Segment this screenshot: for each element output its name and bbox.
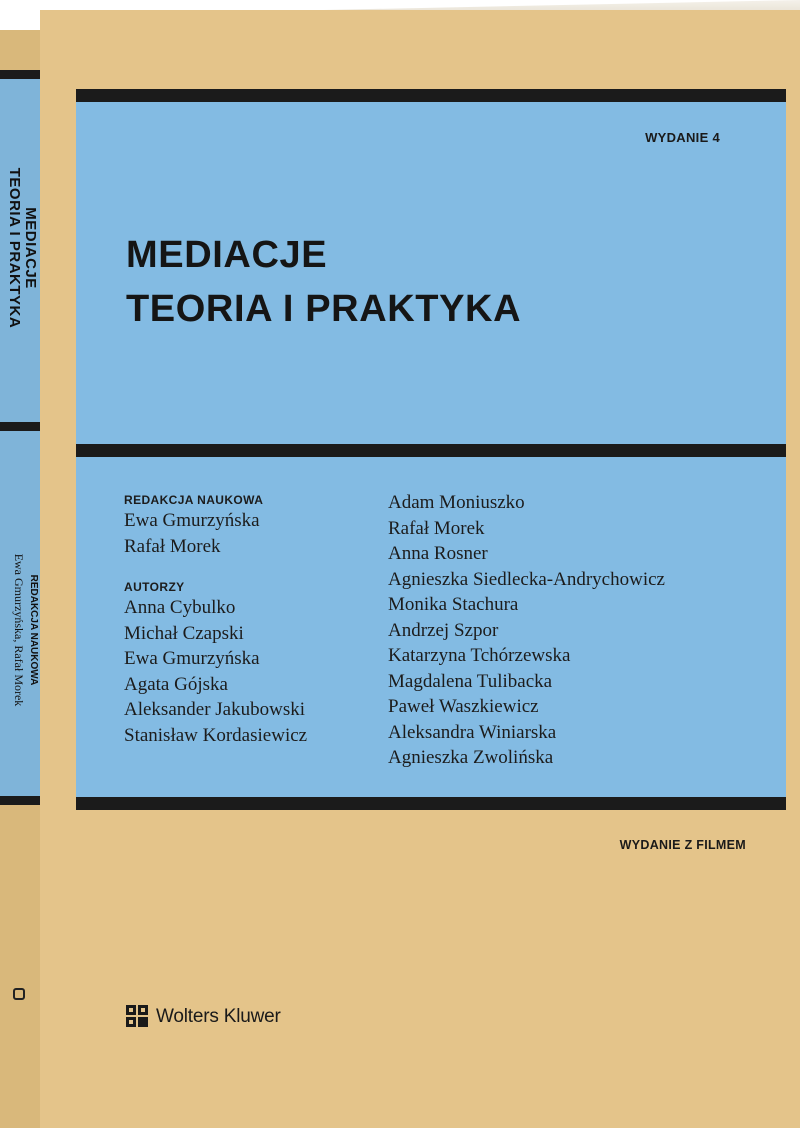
book-title-line2: TEORIA I PRAKTYKA xyxy=(126,288,522,330)
publisher xyxy=(126,1005,281,1029)
author-name: Monika Stachura xyxy=(388,594,519,615)
editor-name: Ewa Gmurzyńska xyxy=(124,510,260,531)
author-name: Anna Rosner xyxy=(388,543,488,564)
author-name: Paweł Waszkiewicz xyxy=(388,696,539,717)
spine-editors xyxy=(0,440,40,820)
author-name: Aleksander Jakubowski xyxy=(124,699,305,720)
author-name: Michał Czapski xyxy=(124,622,244,644)
film-edition-label: WYDANIE Z FILMEM xyxy=(619,838,746,852)
spine-publisher-logo-icon xyxy=(13,988,25,1000)
spine-title xyxy=(0,58,38,438)
author-name: Aleksandra Winiarska xyxy=(388,721,557,743)
spine-editors-label: REDAKCJA NAUKOWA xyxy=(28,574,39,686)
author-name: Rafał Morek xyxy=(388,517,485,539)
front-cover xyxy=(40,10,800,1128)
author-name: Stanisław Kordasiewicz xyxy=(124,724,308,746)
author-name: Agata Gójska xyxy=(124,673,228,695)
authors-label: AUTORZY xyxy=(124,580,185,594)
editors-label: REDAKCJA NAUKOWA xyxy=(124,493,264,507)
spine-title-line2: TEORIA I PRAKTYKA xyxy=(6,167,23,329)
author-name: Anna Cybulko xyxy=(124,597,236,618)
author-name: Magdalena Tulibacka xyxy=(388,670,553,692)
authors-right-column xyxy=(388,490,665,771)
author-name: Katarzyna Tchórzewska xyxy=(388,645,571,666)
editor-name: Rafał Morek xyxy=(124,535,221,557)
author-name: Adam Moniuszko xyxy=(388,492,525,513)
cover-rule-bottom xyxy=(76,797,786,810)
author-name: Agnieszka Zwolińska xyxy=(388,747,554,768)
cover-rule-middle xyxy=(76,444,786,457)
spine-title-line1: MEDIACJE xyxy=(22,207,39,289)
author-name: Andrzej Szpor xyxy=(388,619,499,641)
cover-rule-top xyxy=(76,89,786,102)
book-title-line1: MEDIACJE xyxy=(126,234,328,276)
authors-left-column xyxy=(124,492,307,748)
book-title xyxy=(126,228,521,336)
publisher-name: Wolters Kluwer xyxy=(156,1006,281,1027)
edition-label: WYDANIE 4 xyxy=(645,130,720,145)
author-name: Ewa Gmurzyńska xyxy=(124,648,260,669)
wolters-kluwer-logo-icon xyxy=(126,1005,150,1029)
author-name: Agnieszka Siedlecka-Andrychowicz xyxy=(388,568,665,590)
spine-editors-names: Ewa Gmurzyńska, Rafał Morek xyxy=(12,553,26,707)
